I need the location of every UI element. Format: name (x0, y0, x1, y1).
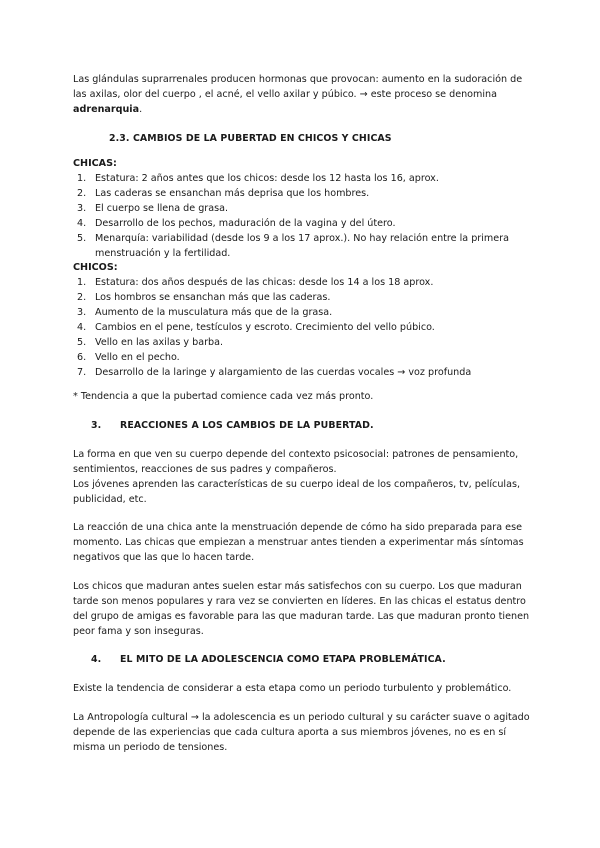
list-item: 4. Desarrollo de los pechos, maduración de la vagina y del útero. (77, 218, 396, 229)
section-3-number: 3. (91, 420, 102, 431)
section-3-p1b: Los jóvenes aprenden las características de su cuerpo ideal de los compañeros, tv, películas, publicidad, etc. (73, 479, 520, 505)
list-item: 1. Estatura: dos años después de las chicas: desde los 14 a los 18 aprox. (77, 277, 434, 288)
list-item: 3. Aumento de la musculatura más que de la grasa. (77, 307, 333, 318)
list-item: 4. Cambios en el pene, testículos y escroto. Crecimiento del vello púbico. (77, 322, 435, 333)
section-3-p2: La reacción de una chica ante la menstruación depende de cómo ha sido preparada para ese momento. Las chicas que empiezan a menstruar antes tienden a experimentar más síntomas negativos que las que lo hacen tarde. (73, 522, 524, 563)
section-4-number: 4. (91, 654, 102, 665)
section-2-3-number: 2.3. (109, 133, 130, 144)
section-2-3-title: CAMBIOS DE LA PUBERTAD EN CHICOS Y CHICAS (132, 133, 392, 144)
chicas-block (73, 156, 533, 261)
list-item: 5. Vello en las axilas y barba. (77, 337, 224, 348)
list-item: 7. Desarrollo de la laringe y alargamiento de las cuerdas vocales → voz profunda (77, 367, 472, 378)
intro-paragraph (73, 72, 533, 117)
section-3-p1: La forma en que ven su cuerpo depende del contexto psicosocial: patrones de pensamiento, sentimientos, reacciones de sus padres y compañeros. (73, 449, 519, 475)
section-4-heading (91, 652, 551, 667)
chicos-block (73, 260, 533, 380)
chicos-label: CHICOS: (73, 262, 118, 273)
chicas-list (73, 171, 533, 261)
intro-text: Las glándulas suprarrenales producen hormonas que provocan: aumento en la sudoración de las axilas, olor del cuerpo , el acné, el vello axilar y púbico. → este proceso se denomina (73, 74, 523, 100)
section-3-body-1 (73, 447, 533, 507)
note: * Tendencia a que la pubertad comience cada vez más pronto. (73, 391, 374, 402)
section-4-title: EL MITO DE LA ADOLESCENCIA COMO ETAPA PROBLEMÁTICA. (120, 654, 446, 665)
section-3-heading (91, 418, 551, 433)
list-item: 3. El cuerpo se llena de grasa. (77, 203, 229, 214)
section-4-p1: Existe la tendencia de considerar a esta etapa como un periodo turbulento y problemático. (73, 683, 512, 694)
chicas-label: CHICAS: (73, 158, 117, 169)
section-3-title: REACCIONES A LOS CAMBIOS DE LA PUBERTAD. (120, 420, 374, 431)
intro-term: adrenarquia (73, 104, 140, 115)
list-item: 2. Los hombros se ensanchan más que las caderas. (77, 292, 331, 303)
section-2-3-heading (109, 131, 569, 146)
list-item: 2. Las caderas se ensanchan más deprisa que los hombres. (77, 188, 370, 199)
chicos-list (73, 275, 533, 380)
intro-tail: . (139, 104, 143, 115)
section-4-p2: La Antropología cultural → la adolescencia es un periodo cultural y su carácter suave o agitado depende de las experiencias que cada cultura aporta a sus miembros jóvenes, no es en sí misma un periodo de tensiones. (73, 712, 530, 753)
list-item: 6. Vello en el pecho. (77, 352, 180, 363)
list-item: 5. Menarquía: variabilidad (desde los 9 a los 17 aprox.). No hay relación entre la primera menstruación y la fertilidad. (77, 233, 509, 259)
section-3-p3: Los chicos que maduran antes suelen estar más satisfechos con su cuerpo. Los que maduran tarde son menos populares y rara vez se convierten en líderes. En las chicas el estatus dentro del grupo de amigas es favorable para las que maduran tarde. Las que maduran pronto tienen peor fama y son inseguras. (73, 581, 530, 637)
list-item: 1. Estatura: 2 años antes que los chicos: desde los 12 hasta los 16, aprox. (77, 173, 439, 184)
